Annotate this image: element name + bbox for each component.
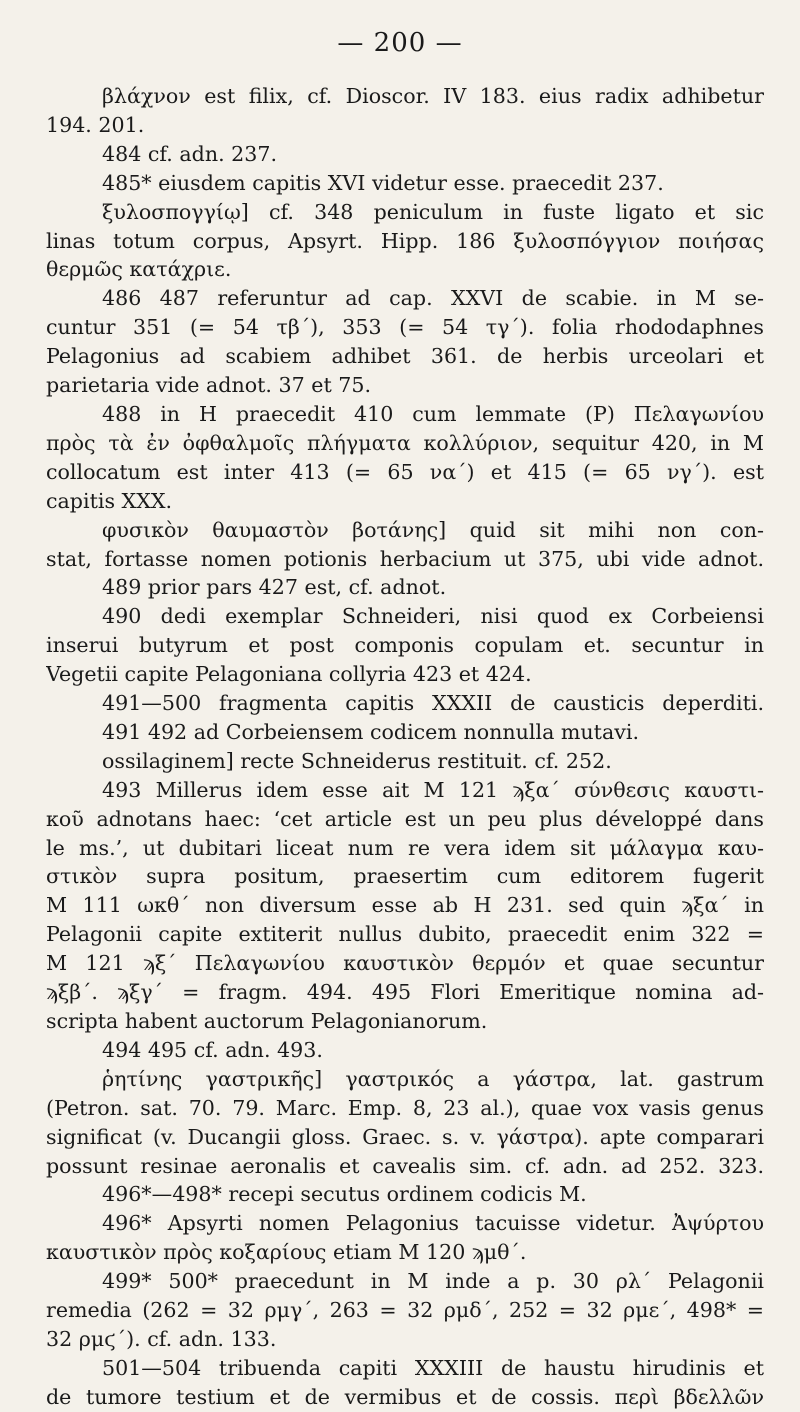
text-line: ξυλοσπογγίῳ] cf. 348 peniculum in fuste ligato et sic [102,199,764,224]
text-line: 501—504 tribuenda capiti XXXIII de haustu hirudinis et [102,1355,764,1380]
text-line: 489 prior pars 427 est, cf. adnot. [102,575,447,600]
text-line: 484 cf. adn. 237. [102,141,278,166]
text-body [46,82,764,1412]
text-line: collocatum est inter 413 (= 65 να΄) et 415 (= 65 νγ΄). est [46,459,764,484]
text-line: πρὸς τὰ ἐν ὀφθαλμοῖς πλήγματα κολλύριον, sequitur 420, in M [46,430,764,455]
text-line: 490 dedi exemplar Schneideri, nisi quod ex Corbeiensi [102,604,764,629]
text-line: inserui butyrum et post componis copulam et. secuntur in [46,633,764,658]
text-line: 499* 500* praecedunt in M inde a p. 30 ρλ΄ Pelagonii [102,1269,764,1294]
text-line: 491—500 fragmenta capitis XXXII de causticis deperditi. [102,691,764,716]
text-line: linas totum corpus, Apsyrt. Hipp. 186 ξυλοσπόγγιον ποιήσας [46,228,764,253]
text-line: βλάχνον est filix, cf. Dioscor. IV 183. eius radix adhibetur [102,84,764,108]
text-line: 494 495 cf. adn. 493. [102,1037,323,1062]
text-line: 486 487 referuntur ad cap. XXVI de scabie. in M se- [102,286,764,311]
text-line: 493 Millerus idem esse ait M 121 ϡξα΄ σύνθεσις καυστι- [102,777,764,802]
text-line: θερμῶς κατάχριε. [46,257,232,282]
text-line: στικὸν supra positum, praesertim cum editorem fugerit [46,864,764,889]
text-line: 32 ρμϛ΄). cf. adn. 133. [46,1326,277,1351]
text-line: stat, fortasse nomen potionis herbacium ut 375, ubi vide adnot. [46,546,764,571]
text-line: le ms.’, ut dubitari liceat num re vera idem sit μάλαγμα καυ- [46,835,764,860]
text-line: φυσικὸν θαυμαστὸν βοτάνης] quid sit mihi non con- [102,517,764,542]
text-line: 496*—498* recepi secutus ordinem codicis M. [102,1182,587,1207]
text-line: parietaria vide adnot. 37 et 75. [46,373,372,398]
text-line: 485* eiusdem capitis XVI videtur esse. praecedit 237. [102,170,664,195]
text-line: καυστικὸν πρὸς κοξαρίους etiam M 120 ϡμθ΄. [46,1240,527,1265]
text-line: 488 in H praecedit 410 cum lemmate (P) Πελαγωνίου [102,401,764,426]
text-line: scripta habent auctorum Pelagonianorum. [46,1009,488,1033]
text-line: (Petron. sat. 70. 79. Marc. Emp. 8, 23 al.), quae vox vasis genus [46,1095,764,1120]
text-line: Pelagonii capite extiterit nullus dubito, praecedit enim 322 = [46,922,764,947]
text-line: capitis XXX. [46,488,173,513]
text-line: M 121 ϡξ΄ Πελαγωνίου καυστικὸν θερμόν et quae secuntur [46,951,764,976]
text-line: Pelagonius ad scabiem adhibet 361. de herbis urceolari et [46,344,764,369]
page-number: — 200 — [337,28,463,58]
text-line: possunt resinae aeronalis et cavealis sim. cf. adn. ad 252. 323. [46,1153,764,1178]
text-line: 491 492 ad Corbeiensem codicem nonnulla mutavi. [102,719,640,744]
text-line: 194. 201. [46,112,145,137]
text-line: ῥητίνης γαστρικῆς] γαστρικός a γάστρα, lat. gastrum [102,1066,764,1091]
text-line: cuntur 351 (= 54 τβ΄), 353 (= 54 τγ΄). folia rhododaphnes [46,315,764,340]
text-line: remedia (262 = 32 ρμγ΄, 263 = 32 ρμδ΄, 252 = 32 ρμε΄, 498* = [46,1298,764,1323]
text-line: κοῦ adnotans haec: ‘cet article est un peu plus développé dans [46,806,764,831]
text-line: 496* Apsyrti nomen Pelagonius tacuisse videtur. Ἀψύρτου [102,1211,764,1236]
text-line: ossilaginem] recte Schneiderus restituit. cf. 252. [102,748,612,773]
text-line: M 111 ωκθ΄ non diversum esse ab H 231. sed quin ϡξα΄ in [46,893,764,918]
text-line: de tumore testium et de vermibus et de cossis. περὶ βδελλῶν [46,1384,764,1409]
text-line: significat (v. Ducangii gloss. Graec. s. v. γάστρα). apte comparari [46,1124,764,1149]
text-line: Vegetii capite Pelagoniana collyria 423 et 424. [46,662,532,687]
text-line: ϡξβ΄. ϡξγ΄ = fragm. 494. 495 Flori Emeritique nomina ad- [46,980,764,1005]
